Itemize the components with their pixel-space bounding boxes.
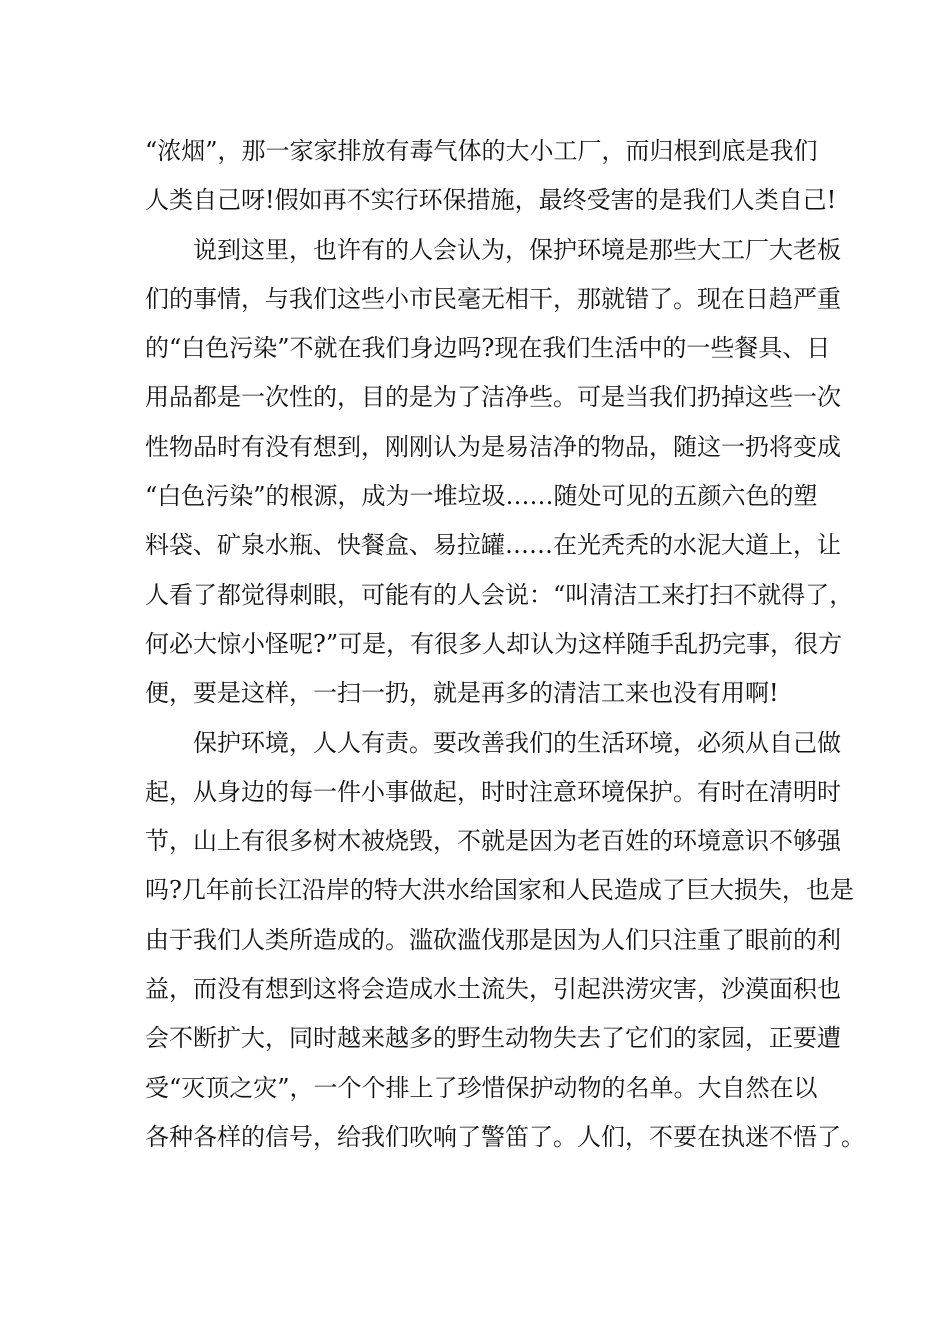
text-line: 各种各样的信号，给我们吹响了警笛了。人们，不要在执迷不悟了。 [145,1122,865,1151]
text-line: 益，而没有想到这将会造成水土流失，引起洪涝灾害，沙漠面积也 [145,975,841,1004]
paragraph-3 [145,719,865,1163]
text-line: “浓烟”，那一家家排放有毒气体的大小工厂，而归根到底是我们 [145,137,818,165]
text-line: 吗?几年前长江沿岸的特大洪水给国家和人民造成了巨大损失，也是 [145,876,854,905]
text-line: 用品都是一次性的，目的是为了洁净些。可是当我们扔掉这些一次 [145,383,841,412]
text-line: 起，从身边的每一件小事做起，时时注意环境保护。有时在清明时 [145,777,841,806]
text-line: 节，山上有很多树木被烧毁，不就是因为老百姓的环境意识不够强 [145,827,841,856]
text-line: 由于我们人类所造成的。滥砍滥伐那是因为人们只注重了眼前的利 [145,925,841,954]
text-line: 说到这里，也许有的人会认为，保护环境是那些大工厂大老板 [193,235,841,264]
text-line: 人类自己呀!假如再不实行环保措施，最终受害的是我们人类自己! [145,186,837,215]
paragraph-1 [145,127,845,226]
paragraph-2 [145,226,854,719]
text-line: 何必大惊小怪呢?”可是，有很多人却认为这样随手乱扔完事，很方 [145,629,843,658]
text-line: 们的事情，与我们这些小市民毫无相干，那就错了。现在日趋严重 [145,284,841,313]
text-line: 保护环境，人人有责。要改善我们的生活环境，必须从自己做 [193,728,841,757]
text-line: 的“白色污染”不就在我们身边吗?现在我们生活中的一些餐具、日 [145,334,831,363]
text-line: “白色污染”的根源，成为一堆垃圾……随处可见的五颜六色的塑 [145,482,818,511]
text-line: 受“灭顶之灾”，一个个排上了珍惜保护动物的名单。大自然在以 [145,1073,818,1102]
text-line: 会不断扩大，同时越来越多的野生动物失去了它们的家园，正要遭 [145,1024,841,1053]
text-line: 便，要是这样，一扫一扔，就是再多的清洁工来也没有用啊! [145,679,779,708]
text-line: 人看了都觉得刺眼，可能有的人会说：“叫清洁工来打扫不就得了， [145,580,854,609]
text-line: 料袋、矿泉水瓶、快餐盒、易拉罐……在光秃秃的水泥大道上，让 [145,531,841,560]
text-line: 性物品时有没有想到，刚刚认为是易洁净的物品，随这一扔将变成 [145,432,841,461]
document-body [145,127,865,1162]
